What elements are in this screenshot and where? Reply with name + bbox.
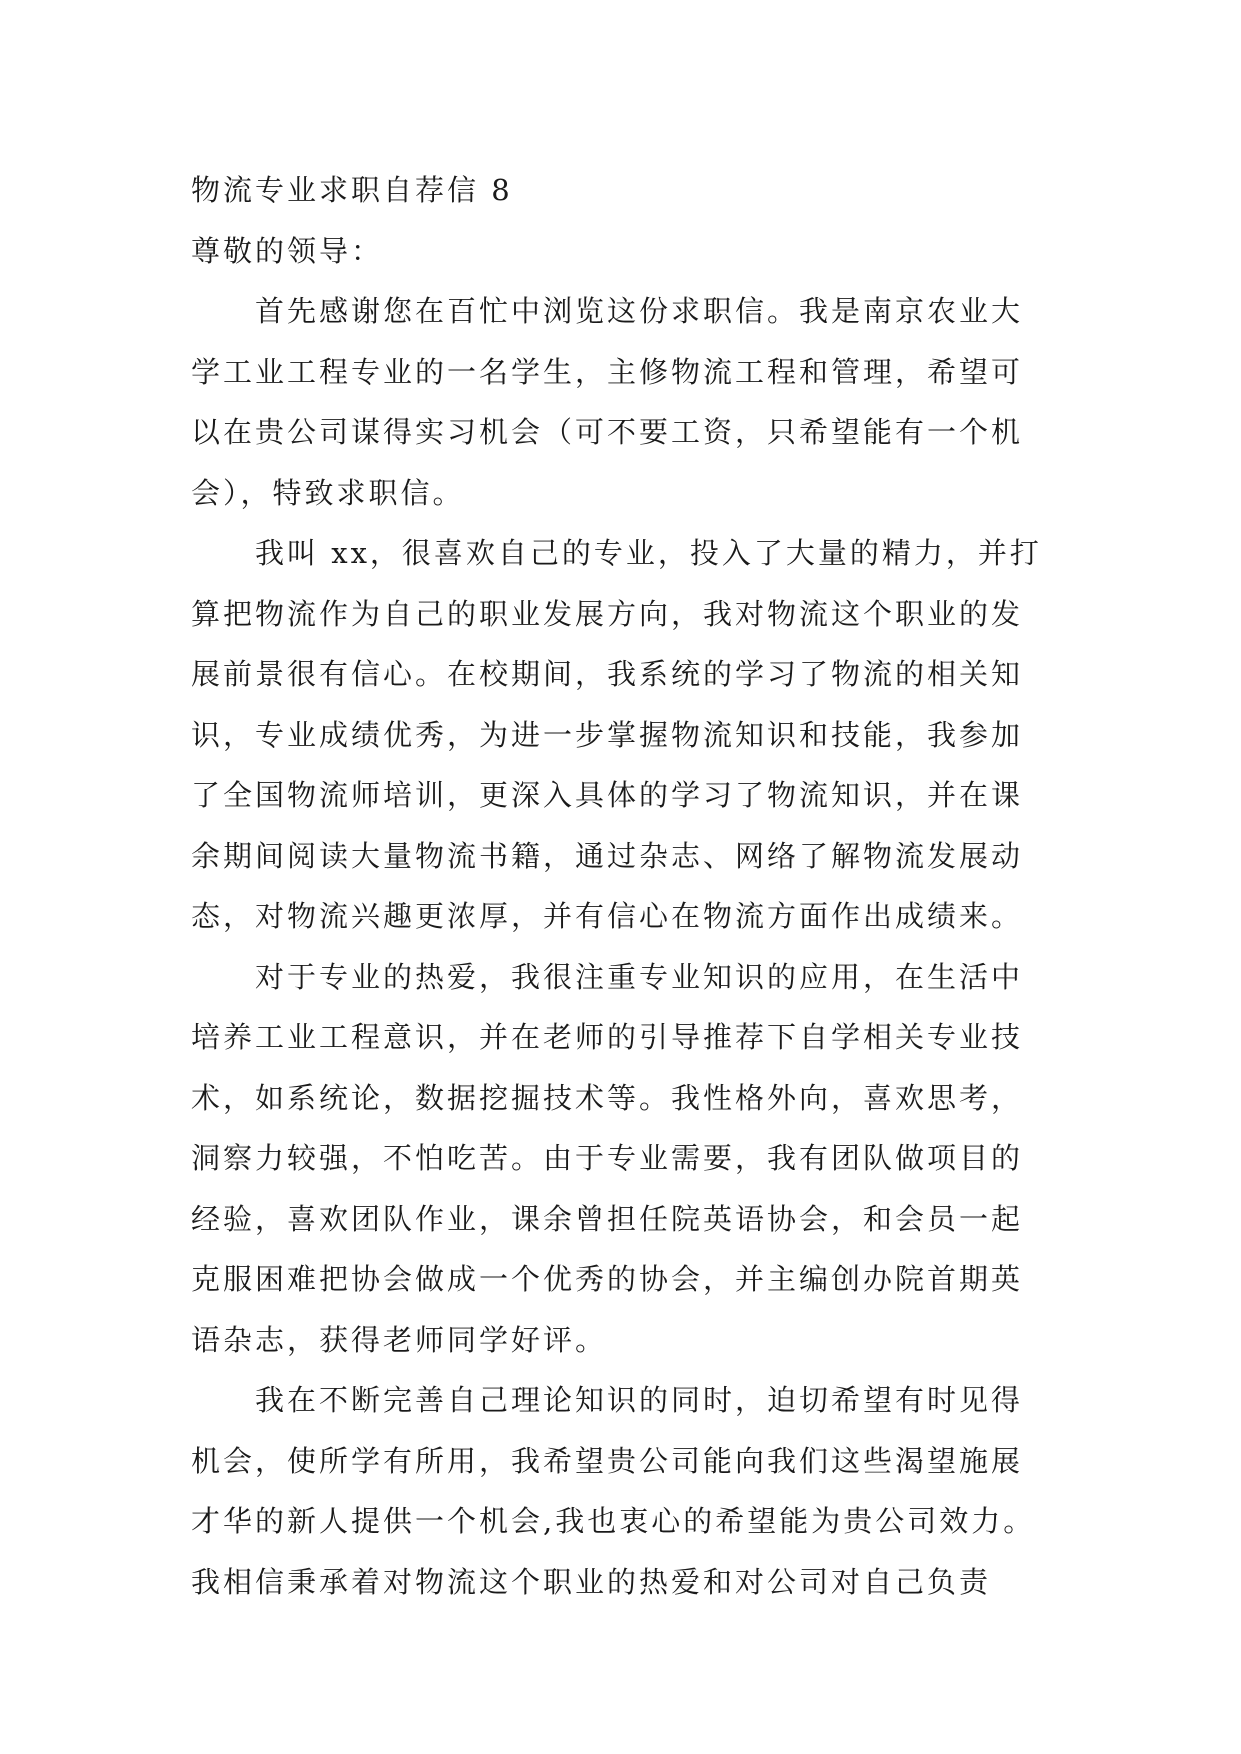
paragraph-line: 了全国物流师培训，更深入具体的学习了物流知识，并在课 [191,778,1024,812]
paragraph-line: 学工业工程专业的一名学生，主修物流工程和管理，希望可 [191,354,1024,389]
paragraph-line: 才华的新人提供一个机会,我也衷心的希望能为贵公司效力。 [191,1504,1036,1538]
document-title: 物流专业求职自荐信 8 [191,173,513,207]
paragraph-line: 培养工业工程意识，并在老师的引导推荐下自学相关专业技 [191,1020,1024,1054]
paragraph-line: 态，对物流兴趣更浓厚，并有信心在物流方面作出成绩来。 [191,899,1024,933]
paragraph-line: 语杂志，获得老师同学好评。 [191,1322,608,1357]
paragraph-line: 余期间阅读大量物流书籍，通过杂志、网络了解物流发展动 [191,838,1024,873]
paragraph-line: 术，如系统论，数据挖掘技术等。我性格外向，喜欢思考， [191,1080,1024,1115]
paragraph-line: 克服困难把协会做成一个优秀的协会，并主编创办院首期英 [191,1262,1024,1296]
paragraph-line: 我叫 xx，很喜欢自己的专业，投入了大量的精力，并打 [255,536,1042,570]
salutation: 尊敬的领导： [191,233,384,268]
paragraph-line: 以在贵公司谋得实习机会（可不要工资，只希望能有一个机 [191,415,1024,449]
paragraph-line: 我相信秉承着对物流这个职业的热爱和对公司对自己负责 [191,1564,992,1599]
paragraph-line: 经验，喜欢团队作业，课余曾担任院英语协会，和会员一起 [191,1201,1024,1236]
paragraph-line: 首先感谢您在百忙中浏览这份求职信。我是南京农业大 [255,294,1024,328]
paragraph-line: 会），特致求职信。 [191,475,465,510]
letter-body [191,160,1061,1612]
paragraph-line: 算把物流作为自己的职业发展方向，我对物流这个职业的发 [191,596,1024,631]
paragraph-line: 机会，使所学有所用，我希望贵公司能向我们这些渴望施展 [191,1443,1024,1478]
paragraph-line: 洞察力较强，不怕吃苦。由于专业需要，我有团队做项目的 [191,1141,1024,1175]
paragraph-line: 识，专业成绩优秀，为进一步掌握物流知识和技能，我参加 [191,717,1024,752]
paragraph-line: 展前景很有信心。在校期间，我系统的学习了物流的相关知 [191,657,1024,691]
paragraph-line: 对于专业的热爱，我很注重专业知识的应用，在生活中 [255,959,1024,994]
paragraph-line: 我在不断完善自己理论知识的同时，迫切希望有时见得 [255,1383,1024,1417]
